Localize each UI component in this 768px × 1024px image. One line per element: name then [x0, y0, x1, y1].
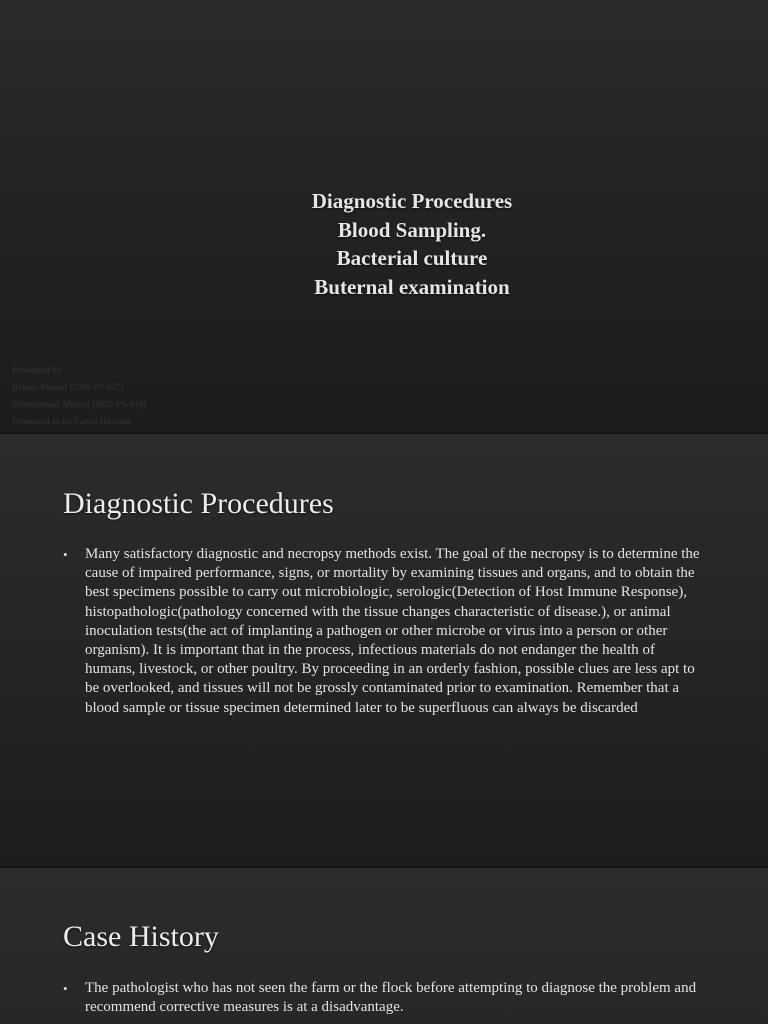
presenter-line: Presented to Dr Faisal Hussain: [12, 416, 131, 426]
presenter-line: Presented by: [12, 365, 62, 375]
presenter-line: Muhammad Ahmad (2020-PS-010): [12, 399, 147, 409]
bullet-icon: •: [63, 547, 68, 562]
title-line: Bacterial culture: [336, 246, 488, 270]
presenter-line: Rehan Ahmad (2020-PS-027): [12, 382, 124, 392]
case-history-slide: [0, 868, 768, 1024]
bullet-item: [63, 545, 703, 718]
bullet-icon: •: [63, 981, 68, 996]
slide-heading: Case History: [63, 920, 219, 953]
presenter-info: [12, 362, 146, 430]
title-line: Blood Sampling.: [337, 217, 487, 242]
bullet-item: [63, 979, 703, 1017]
diagnostic-procedures-slide: [0, 434, 768, 866]
title-line: Diagnostic Procedures: [311, 189, 513, 213]
title-line: Buternal examination: [314, 274, 510, 299]
bullet-text: Many satisfactory diagnostic and necropsy methods exist. The goal of the necropsy is to determine the cause of impaired performance, signs, or mortality by examining tissues and organs, and to obtain the best specimens possible to carry out microbiologic, serologic(Detection of Host Immune Response), histopathologic(pathology concerned with the tissue changes characteristic of disease.), or animal inoculation tests(the act of implanting a pathogen or other microbe or virus into a person or other organism). It is important that in the process, infectious materials do not endanger the health of humans, livestock, or other poultry. By proceeding in an orderly fashion, possible clues are less apt to be overlooked, and tissues will not be grossly contaminated prior to examination. Remember that a blood sample or tissue specimen determined later to be superfluous can always be discarded: [85, 546, 700, 716]
slide-heading: Diagnostic Procedures: [63, 487, 334, 520]
title-slide: [0, 0, 768, 432]
bullet-text: The pathologist who has not seen the farm or the flock before attempting to diagnose the problem and recommend corrective measures is at a disadvantage.: [85, 980, 697, 1016]
slide-title: [260, 187, 564, 301]
